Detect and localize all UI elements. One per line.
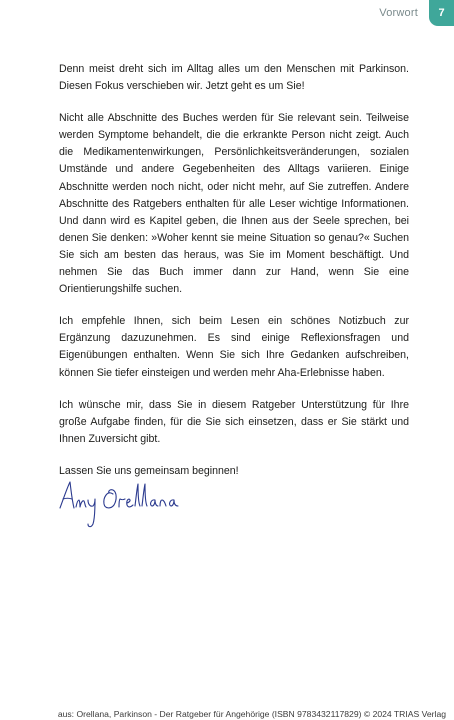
book-credit-line: aus: Orellana, Parkinson - Der Ratgeber für Angehörige (ISBN 9783432117829) © 2024 TRIAS Verlag bbox=[57, 709, 446, 719]
page-header bbox=[0, 0, 454, 26]
page-number-tab bbox=[429, 0, 454, 26]
page-number: 7 bbox=[438, 7, 445, 19]
paragraph-3: Ich empfehle Ihnen, sich beim Lesen ein schönes Notizbuch zur Ergänzung dazuzunehmen. Es sind einige Reflexionsfragen und Eigenübungen enthalten. Wenn Sie sich Ihre Gedanken aufschreiben, können Sie tiefer einsteigen und werden mehr Aha-Erlebnisse haben. bbox=[59, 315, 409, 379]
paragraph-2: Nicht alle Abschnitte des Buches werden für Sie relevant sein. Teilweise werden Symptome behandelt, die die erkrankte Person nicht zeigt. Auch die Medikamentenwirkungen, Persönlichkeitsveränderungen, sozialen Umstände und andere Gegebenheiten des Alltags variieren. Einige Abschnitte werden noch nicht, oder nicht mehr, auf Sie zutreffen. Andere Abschnitte des Ratgebers enthalten für alle Leser wichtige Informationen. Und dann wird es Kapitel geben, die Ihnen aus der Seele sprechen, bei denen Sie denken: »Woher kennt sie meine Situation so genau?« Suchen Sie sich am besten das heraus, was Sie im Moment beschäftigt. Und nehmen Sie das Buch immer dann zur Hand, wenn Sie eine Orientierungshilfe suchen. bbox=[59, 112, 409, 296]
section-label: Vorwort bbox=[379, 7, 418, 19]
paragraph-5: Lassen Sie uns gemeinsam beginnen! bbox=[59, 464, 239, 477]
paragraph-1: Denn meist dreht sich im Alltag alles um den Menschen mit Parkinson. Diesen Fokus verschieben wir. Jetzt geht es um Sie! bbox=[59, 63, 409, 93]
signature bbox=[57, 478, 187, 534]
paragraph-4: Ich wünsche mir, dass Sie in diesem Ratgeber Unterstützung für Ihre große Aufgabe finden, für die Sie sich einsetzen, dass er Sie stärkt und Ihnen Zuversicht gibt. bbox=[59, 398, 409, 445]
body-text bbox=[59, 61, 409, 480]
